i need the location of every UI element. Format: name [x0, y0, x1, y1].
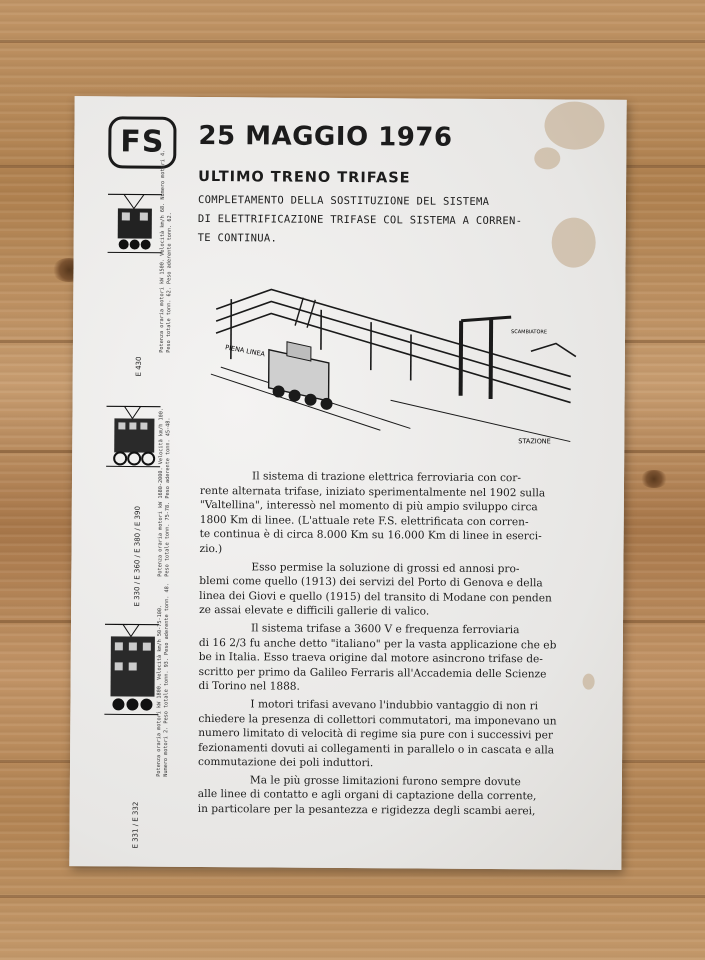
station-pylon: [491, 319, 492, 399]
body-line: blemi come quello (1913) dei servizi del Porto di Genova e della: [199, 575, 543, 590]
body-line: be in Italia. Esso traeva origine dal motore asincrono trifase de-: [198, 651, 543, 666]
body-line: I motori trifasi avevano l'indubbio vantaggio di non ri: [250, 698, 539, 713]
locomotive-e330-drawing: [102, 396, 165, 476]
description-line: TE CONTINUA.: [197, 231, 278, 245]
body-line: linea dei Giovi e quello (1915) del transito di Modane con penden: [199, 589, 552, 605]
description: [198, 191, 558, 251]
station-pylon: [461, 321, 462, 396]
wood-knot: [640, 470, 668, 488]
diagram-label: STAZIONE: [518, 437, 551, 446]
fs-logo: FS: [108, 116, 176, 168]
body-line: Ma le più grosse limitazioni furono sempre dovute: [249, 774, 521, 789]
locomotive-strip: [91, 149, 184, 857]
station-beam: [461, 317, 511, 321]
body-line: Esso permise la soluzione di grossi ed annosi pro-: [251, 560, 520, 575]
plank-seam: [0, 895, 705, 898]
locomotive-e430-drawing: [104, 186, 167, 266]
body-line: commutazione dei poli induttori.: [198, 756, 374, 770]
body-line: alle linee di contatto e agli organi di captazione della corrente,: [197, 788, 537, 803]
body-line: ze assai elevate e difficili gallerie di valico.: [199, 604, 430, 618]
locomotive-label: E 330 / E 360 / E 380 / E 390: [133, 506, 142, 607]
body-line: Il sistema trifase a 3600 V e frequenza ferroviaria: [250, 622, 520, 637]
locomotive-label: E 430: [134, 356, 143, 377]
body-line: di Torino nel 1888.: [198, 680, 300, 693]
body-line: 1800 Km di linee. (L'attuale rete F.S. elettrificata con corren-: [199, 513, 529, 529]
locomotive-caption: Potenza oraria motori kW 1680-2000. Velocità km/h 100. Peso totale tonn. 75-78. Peso aderente tonn. 45-48.: [157, 408, 172, 577]
body-line: in particolare per la pesantezza e rigidezza degli scambi aerei,: [197, 803, 536, 818]
body-line: "Valtellina", interessò nel momento di più ampio sviluppo circa: [199, 499, 538, 514]
article-body: [198, 469, 600, 819]
document-sheet: [69, 96, 626, 870]
locomotive-caption: Potenza oraria motori kW 1800. Velocità km/h 50-75-100. Numero motori 2. Peso totale tonn. 93. Peso aderente tonn. 48.: [155, 583, 171, 777]
body-line: Il sistema di trazione elettrica ferroviaria con cor-: [252, 470, 522, 485]
plank-seam: [0, 40, 705, 43]
body-line: di 16 2/3 fu anche detto "italiano" per la vasta applicazione che eb: [198, 636, 557, 651]
body-line: scritto per primo da Galileo Ferraris all'Accademia delle Scienze: [198, 665, 547, 681]
locomotive-e331-drawing: [100, 616, 163, 726]
body-line: fezionamenti dovuti ai collegamenti in parallelo o in cascata e alla: [198, 741, 555, 757]
description-line: DI ELETTRIFICAZIONE TRIFASE COL SISTEMA A CORREN-: [197, 212, 523, 228]
rail: [390, 400, 570, 441]
body-line: te continua è di circa 8.000 Km su 16.000 Km di linee in eserci-: [199, 528, 542, 543]
body-line: chiedere la presenza di collettori commutatori, ma imponevano un: [198, 712, 557, 727]
body-line: zio.): [199, 542, 223, 556]
coffee-stain: [552, 217, 596, 267]
coffee-stain: [544, 101, 604, 149]
body-line: numero limitato di velocità di regime sia pure con i successivi per: [198, 727, 553, 742]
locomotive-label: E 331 / E 332: [131, 801, 140, 849]
page-subtitle: ULTIMO TRENO TRIFASE: [198, 168, 411, 187]
page-title: 25 MAGGIO 1976: [198, 120, 453, 153]
switch-wire: [531, 343, 576, 356]
catenary-diagram: [210, 279, 581, 452]
diagram-label: SCAMBIATORE: [511, 329, 548, 336]
coffee-stain: [534, 147, 560, 169]
locomotive-caption: Potenza oraria motori kW 1500. Velocità km/h 68. Numero motori 4. Peso totale tonn. 62. Peso aderente tonn. 62.: [158, 149, 173, 353]
description-line: COMPLETAMENTO DELLA SOSTITUZIONE DEL SISTEMA: [197, 193, 490, 208]
locomotive-sketch: [269, 297, 334, 409]
body-line: rente alternata trifase, iniziato sperimentalmente nel 1902 sulla: [199, 484, 546, 499]
diagram-label: PIENA LINEA: [224, 343, 266, 359]
